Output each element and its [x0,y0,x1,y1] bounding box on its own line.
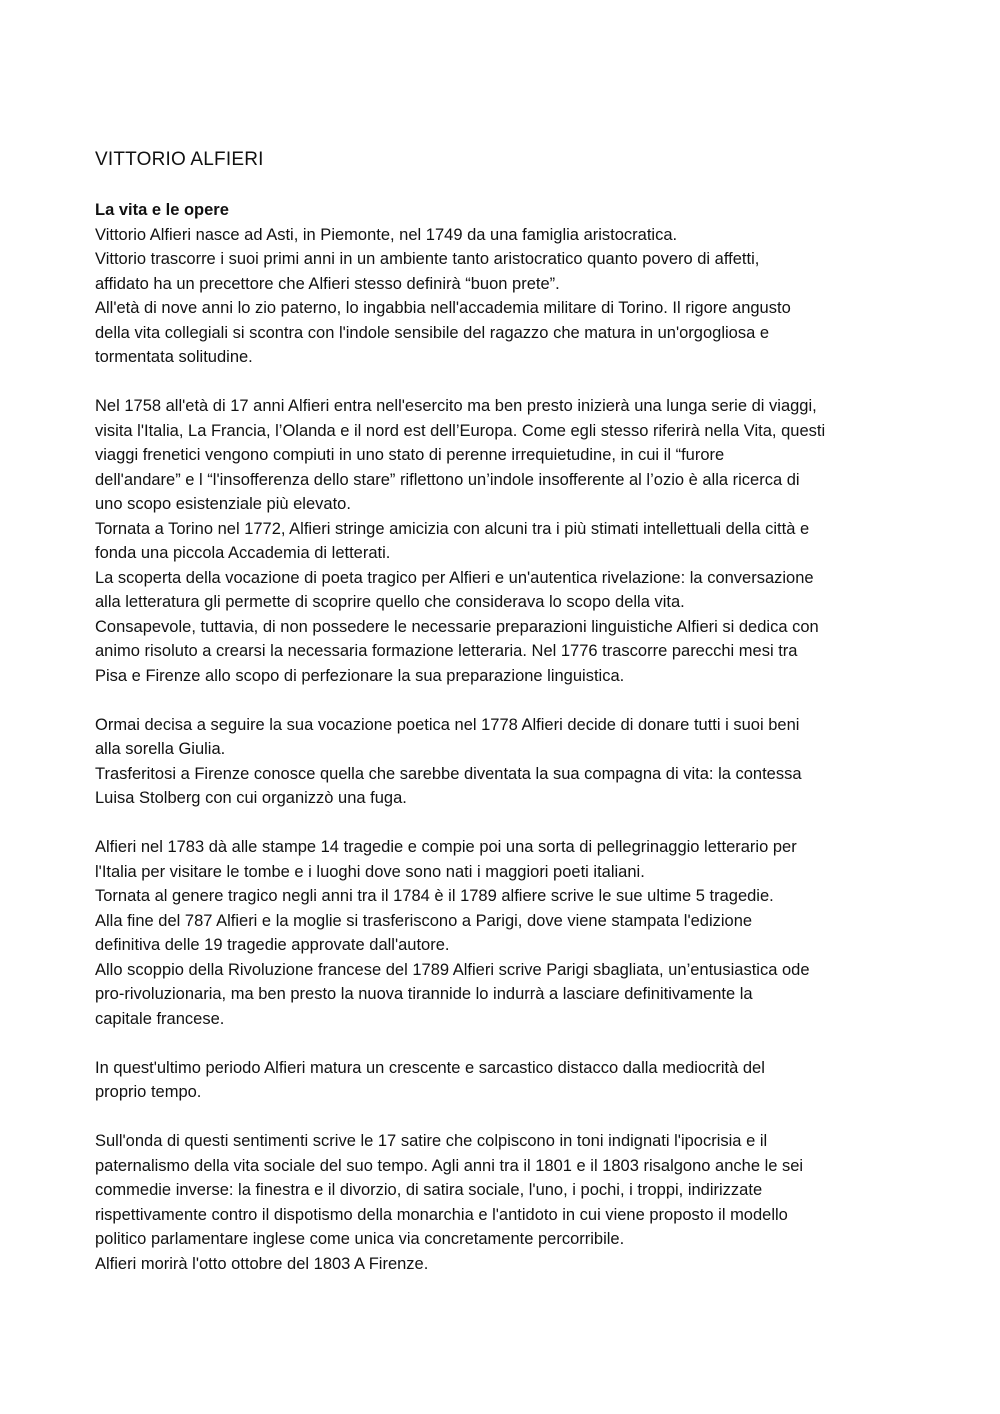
paragraph: Sull'onda di questi sentimenti scrive le 17 satire che colpiscono in toni indignati l'ipocrisia e il paternalismo della vita sociale del suo tempo. Agli anni tra il 1801 e il 1803 risalgono anche le sei commedie inverse: la finestra e il divorzio, di satira sociale, l'uno, i pochi, i troppi, indirizzate rispettivamente contro il dispotismo della monarchia e l'antidoto in cui viene proposto il modello politico parlamentare inglese come unica via concretamente percorribile. [95,1132,804,1248]
paragraph: Vittorio trascorre i suoi primi anni in un ambiente tanto aristocratico quanto povero di affetti, affidato ha un precettore che Alfieri stesso definirà “buon prete”. [95,250,760,293]
paragraph: In quest'ultimo periodo Alfieri matura un crescente e sarcastico distacco dalla mediocrità del proprio tempo. [95,1058,765,1101]
paragraph-group-2 [95,394,915,688]
paragraph-group-4 [95,835,915,1031]
paragraph-group-5 [95,1056,915,1105]
paragraph: Allo scoppio della Rivoluzione francese del 1789 Alfieri scrive Parigi sbagliata, un’entusiastica ode pro-rivoluzionaria, ma ben presto la nuova tirannide lo indurrà a lasciare definitivamente la capitale francese. [95,960,810,1028]
paragraph: Ormai decisa a seguire la sua vocazione poetica nel 1778 Alfieri decide di donare tutti i suoi beni alla sorella Giulia. [95,715,800,758]
paragraph: Vittorio Alfieri nasce ad Asti, in Piemonte, nel 1749 da una famiglia aristocratica. [95,225,678,244]
document-page [95,146,915,1301]
paragraph: Alfieri morirà l'otto ottobre del 1803 A Firenze. [95,1254,429,1273]
paragraph-group-6 [95,1129,915,1276]
paragraph-group-1 [95,198,915,370]
paragraph: Consapevole, tuttavia, di non possedere le necessarie preparazioni linguistiche Alfieri si dedica con animo risoluto a crearsi la necessaria formazione letteraria. Nel 1776 trascorre parecchi mesi tra Pisa e Firenze allo scopo di perfezionare la sua preparazione linguistica. [95,617,819,685]
paragraph: Alfieri nel 1783 dà alle stampe 14 tragedie e compie poi una sorta di pellegrinaggio letterario per l'Italia per visitare le tombe e i luoghi dove sono nati i maggiori poeti italiani. [95,838,797,881]
document-title: VITTORIO ALFIERI [95,149,264,170]
paragraph: Tornata a Torino nel 1772, Alfieri stringe amicizia con alcuni tra i più stimati intellettuali della città e fonda una piccola Accademia di letterati. [95,519,810,562]
paragraph: All'età di nove anni lo zio paterno, lo ingabbia nell'accademia militare di Torino. Il rigore angusto della vita collegiali si scontra con l'indole sensibile del ragazzo che matura in un'orgogliosa e tormentata solitudine. [95,299,791,366]
paragraph: Nel 1758 all'età di 17 anni Alfieri entra nell'esercito ma ben presto inizierà una lunga serie di viaggi, visita l'Italia, La Francia, l’Olanda e il nord est dell’Europa. Come egli stesso riferirà nella Vita, questi viaggi frenetici vengono compiuti in uno stato di perenne irrequietudine, in cui il “furore dell'andare” e l “l'insofferenza dello stare” riflettono un’indole insofferente al l’ozio è alla ricerca di uno scopo esistenziale più elevato. [95,397,826,513]
paragraph: Tornata al genere tragico negli anni tra il 1784 è il 1789 alfiere scrive le sue ultime 5 tragedie. [95,887,774,905]
paragraph: La scoperta della vocazione di poeta tragico per Alfieri e un'autentica rivelazione: la conversazione alla letteratura gli permette di scoprire quello che considerava lo scopo della vita. [95,568,814,611]
paragraph: Trasferitosi a Firenze conosce quella che sarebbe diventata la sua compagna di vita: la contessa Luisa Stolberg con cui organizzò una fuga. [95,764,802,807]
paragraph: Alla fine del 787 Alfieri e la moglie si trasferiscono a Parigi, dove viene stampata l'edizione definitiva delle 19 tragedie approvate dall'autore. [95,911,753,954]
paragraph-group-3 [95,713,915,811]
section-heading: La vita e le opere [95,201,229,219]
